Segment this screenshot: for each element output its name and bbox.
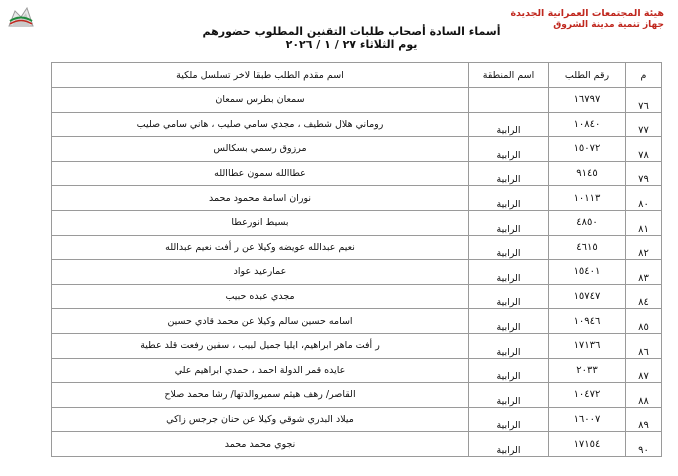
- applicant-names: عطاالله سمون عطاالله: [52, 161, 469, 186]
- table-row: [52, 284, 662, 309]
- request-number: ١٧١٥٤: [549, 432, 626, 457]
- table-row: [52, 333, 662, 358]
- row-number: ٧٦: [626, 88, 662, 113]
- area-name: الرابية: [469, 260, 549, 285]
- request-number: ١٥٤٠١: [549, 260, 626, 285]
- table-header-row: [52, 63, 662, 88]
- request-number: ٤٦١٥: [549, 235, 626, 260]
- row-number: ٧٨: [626, 137, 662, 162]
- request-number: ٢٠٣٣: [549, 358, 626, 383]
- header-area: اسم المنطقة: [469, 63, 549, 88]
- row-number: ٨٩: [626, 407, 662, 432]
- applicant-names: نعيم عبدالله عويضه وكيلا عن ر أفت نعيم عبدالله: [52, 235, 469, 260]
- row-number: ٧٩: [626, 161, 662, 186]
- area-name: الرابية: [469, 137, 549, 162]
- row-number: ٨١: [626, 210, 662, 235]
- row-number: ٨٥: [626, 309, 662, 334]
- area-name: الرابية: [469, 383, 549, 408]
- row-number: ٨٢: [626, 235, 662, 260]
- request-number: ١٥٠٧٢: [549, 137, 626, 162]
- page-title: أسماء السادة أصحاب طلبات التقنين المطلوب حضورهم: [202, 25, 501, 38]
- area-name: الرابية: [469, 235, 549, 260]
- table-row: [52, 407, 662, 432]
- table-row: [52, 112, 662, 137]
- applicant-names: روماني هلال شطيف ، مجدي سامي صليب ، هاني سامي صليب: [52, 112, 469, 137]
- request-number: ١٥٧٤٧: [549, 284, 626, 309]
- applicant-names: ر أفت ماهر ابراهيم، ايليا جميل لبيب ، سفين رفعت قلد عطية: [52, 333, 469, 358]
- date-line: يوم الثلاثاء ٢٧ / ١ / ٢٠٢٦: [285, 38, 418, 51]
- applicant-names: نوران اسامة محمود محمد: [52, 186, 469, 211]
- area-name: الرابية: [469, 284, 549, 309]
- attendees-table: [51, 62, 662, 457]
- request-number: ١٠٩٤٦: [549, 309, 626, 334]
- table-row: [52, 137, 662, 162]
- applicant-names: بسيط انورعطا: [52, 210, 469, 235]
- table-row: [52, 358, 662, 383]
- request-number: ١٠٨٤٠: [549, 112, 626, 137]
- applicant-names: ميلاد البدري شوقي وكيلا عن حنان جرجس زاكي: [52, 407, 469, 432]
- row-number: ٨٤: [626, 284, 662, 309]
- request-number: ١٠٤٧٢: [549, 383, 626, 408]
- table-row: [52, 186, 662, 211]
- row-number: ٨٨: [626, 383, 662, 408]
- area-name: الرابية: [469, 161, 549, 186]
- area-name: الرابية: [469, 432, 549, 457]
- document-heading: [0, 25, 678, 51]
- applicant-names: عايده قمر الدولة احمد ، حمدي ابراهيم علي: [52, 358, 469, 383]
- request-number: ١٠١١٣: [549, 186, 626, 211]
- applicant-names: مرزوق رسمي بسكالس: [52, 137, 469, 162]
- request-number: ١٦٧٩٧: [549, 88, 626, 113]
- area-name: الرابية: [469, 112, 549, 137]
- area-name: الرابية: [469, 186, 549, 211]
- org-name-line2: جهاز تنمية مدينة الشروق: [553, 20, 664, 30]
- header-request-number: رقم الطلب: [549, 63, 626, 88]
- table-row: [52, 235, 662, 260]
- request-number: ١٦٠٠٧: [549, 407, 626, 432]
- row-number: ٩٠: [626, 432, 662, 457]
- applicant-names: نجوي محمد محمد: [52, 432, 469, 457]
- applicant-names: سمعان بطرس سمعان: [52, 88, 469, 113]
- applicant-names: عمارعيد عواد: [52, 260, 469, 285]
- area-name: الرابية: [469, 407, 549, 432]
- request-number: ٤٨٥٠: [549, 210, 626, 235]
- table-row: [52, 210, 662, 235]
- applicant-names: اسامه حسين سالم وكيلا عن محمد قادي حسين: [52, 309, 469, 334]
- row-number: ٨٦: [626, 333, 662, 358]
- table-row: [52, 432, 662, 457]
- request-number: ٩١٤٥: [549, 161, 626, 186]
- table-row: [52, 161, 662, 186]
- table-row: [52, 383, 662, 408]
- applicant-names: القاصر/ رهف هيثم سميروالدتها/ رشا محمد صلاح: [52, 383, 469, 408]
- area-name: الرابية: [469, 309, 549, 334]
- org-name-line1: هيئة المجتمعات العمرانية الجديدة: [510, 8, 664, 19]
- row-number: ٨٣: [626, 260, 662, 285]
- header-applicant-names: اسم مقدم الطلب طبقا لاخر تسلسل ملكية: [52, 63, 469, 88]
- area-name: [469, 88, 549, 113]
- table-row: [52, 260, 662, 285]
- row-number: ٧٧: [626, 112, 662, 137]
- applicant-names: مجدي عبده حبيب: [52, 284, 469, 309]
- table-body: [52, 88, 662, 457]
- area-name: الرابية: [469, 210, 549, 235]
- table-row: [52, 88, 662, 113]
- table-row: [52, 309, 662, 334]
- area-name: الرابية: [469, 333, 549, 358]
- area-name: الرابية: [469, 358, 549, 383]
- row-number: ٨٠: [626, 186, 662, 211]
- request-number: ١٧١٣٦: [549, 333, 626, 358]
- row-number: ٨٧: [626, 358, 662, 383]
- header-num: م: [626, 63, 662, 88]
